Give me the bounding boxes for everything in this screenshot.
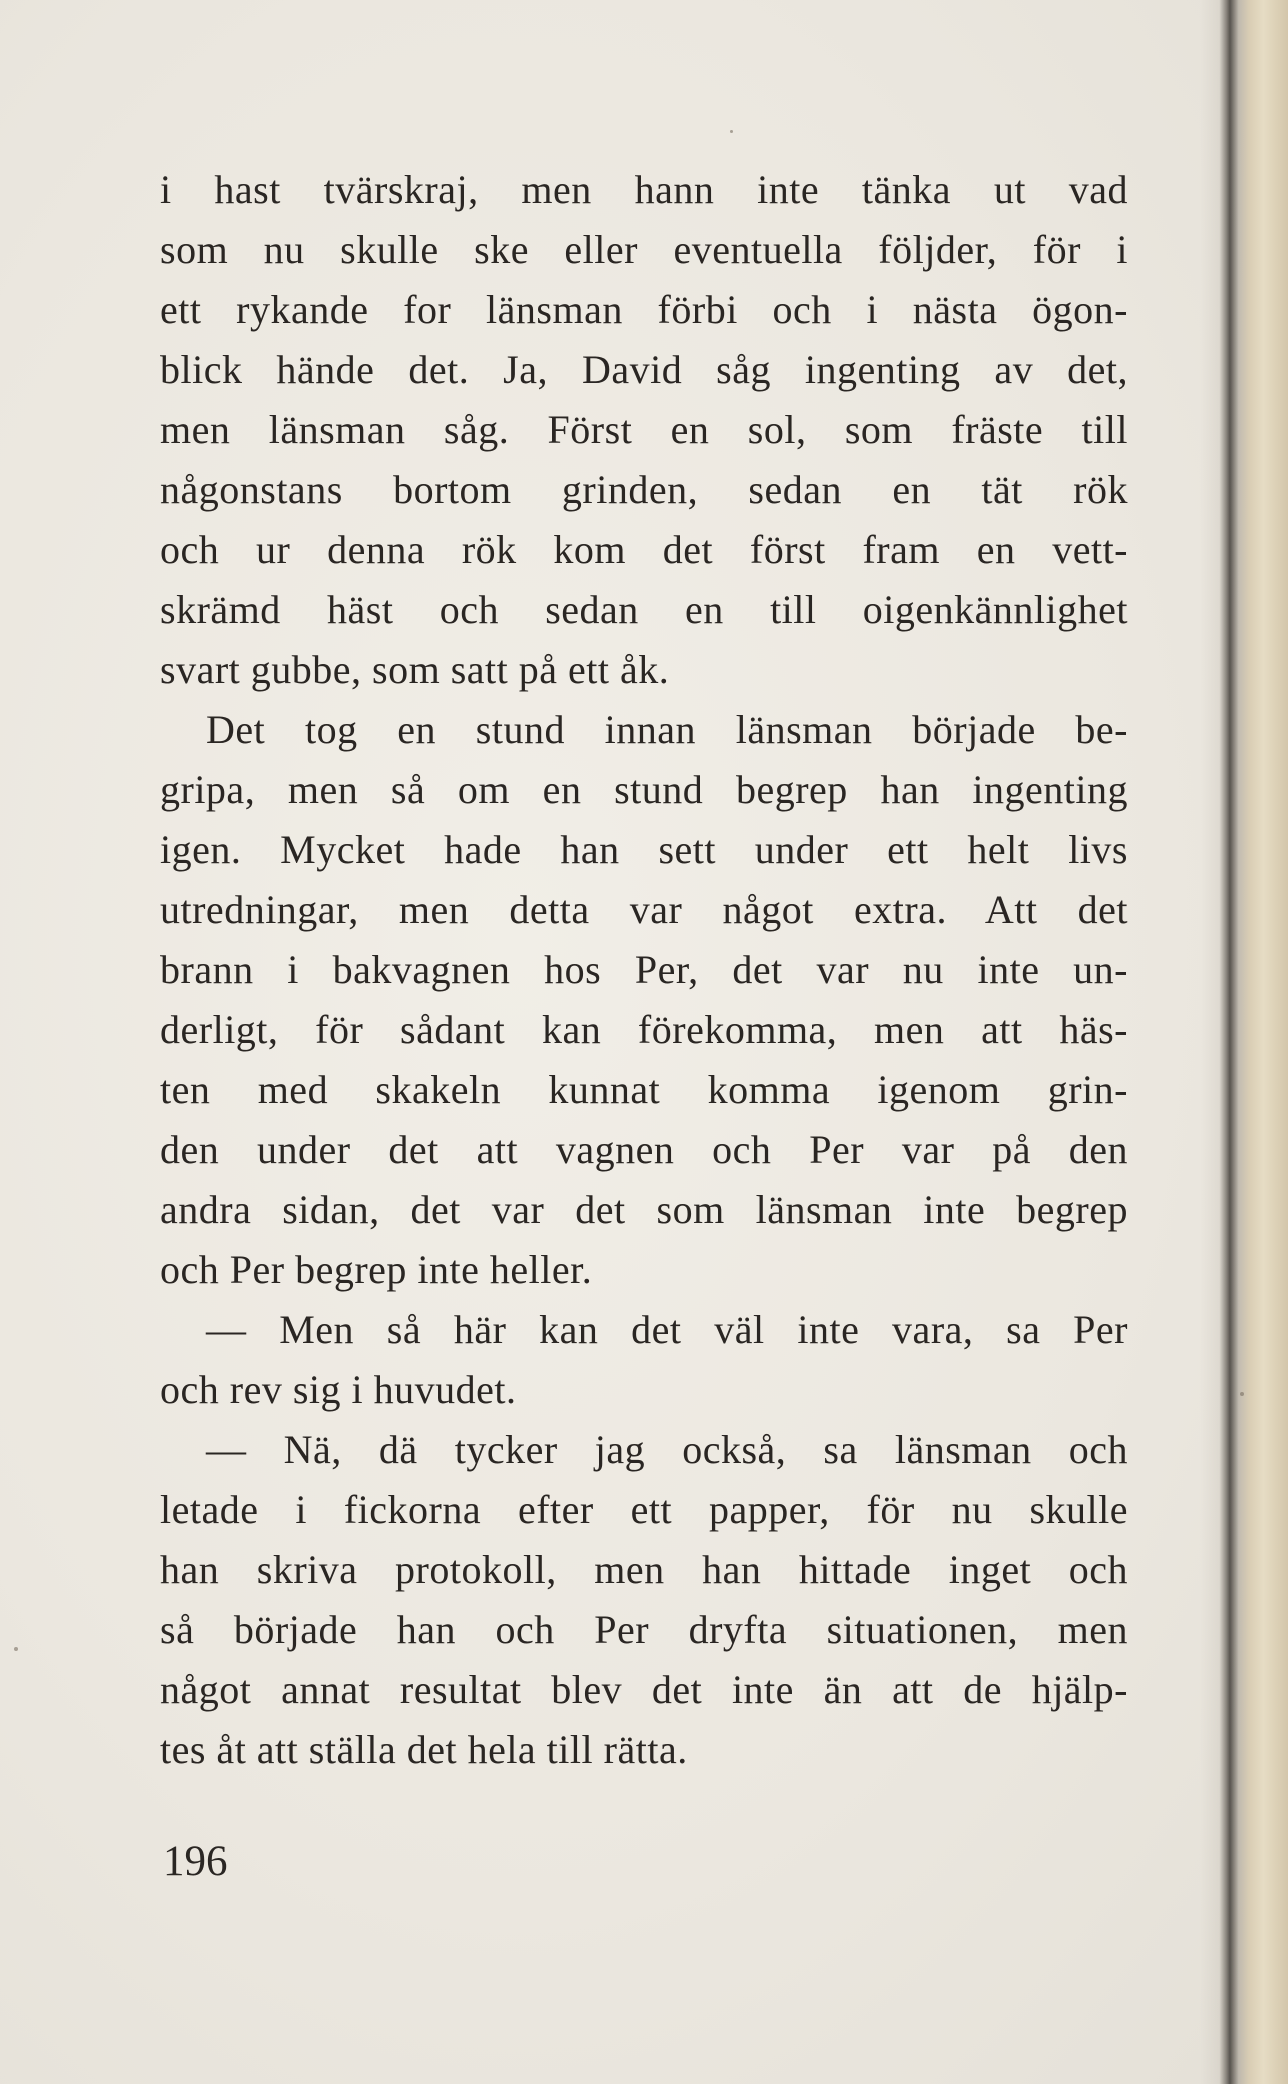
text-line: i hast tvärskraj, men hann inte tänka ut vad (160, 167, 1128, 212)
text-line: gripa, men så om en stund begrep han ingenting (160, 767, 1128, 812)
text-line: — Nä, dä tycker jag också, sa länsman och (206, 1427, 1128, 1472)
text-line: svart gubbe, som satt på ett åk. (160, 647, 670, 692)
paper-speck (14, 1647, 18, 1651)
text-line: Det tog en stund innan länsman började be- (206, 707, 1128, 752)
text-line: ett rykande for länsman förbi och i nästa ögon- (160, 287, 1128, 332)
text-line: — Men så här kan det väl inte vara, sa Per (206, 1307, 1128, 1352)
text-line: och Per begrep inte heller. (160, 1247, 593, 1292)
text-line: någonstans bortom grinden, sedan en tät rök (160, 467, 1128, 512)
paper-speck (730, 130, 733, 133)
text-line: han skriva protokoll, men han hittade inget och (160, 1547, 1128, 1592)
text-line: men länsman såg. Först en sol, som fräste till (160, 407, 1128, 452)
binding-gutter (1200, 0, 1288, 2084)
text-line: tes åt att ställa det hela till rätta. (160, 1727, 688, 1772)
text-line: letade i fickorna efter ett papper, för nu skulle (160, 1487, 1128, 1532)
page-number: 196 (163, 1838, 228, 1885)
paragraph-3 (160, 1300, 1128, 1420)
text-line: skrämd häst och sedan en till oigenkännlighet (160, 587, 1128, 632)
text-line: igen. Mycket hade han sett under ett helt livs (160, 827, 1128, 872)
paragraph-1 (160, 160, 1128, 700)
paper-speck (1240, 1392, 1244, 1396)
text-line: blick hände det. Ja, David såg ingenting av det, (160, 347, 1128, 392)
text-line: och ur denna rök kom det först fram en vett- (160, 527, 1128, 572)
text-line: utredningar, men detta var något extra. Att det (160, 887, 1128, 932)
text-line: andra sidan, det var det som länsman inte begrep (160, 1187, 1128, 1232)
body-text (160, 160, 1128, 1780)
text-line: brann i bakvagnen hos Per, det var nu inte un- (160, 947, 1128, 992)
text-line: så började han och Per dryfta situationen, men (160, 1607, 1128, 1652)
text-line: derligt, för sådant kan förekomma, men att häs- (160, 1007, 1128, 1052)
paragraph-2 (160, 700, 1128, 1300)
text-line: den under det att vagnen och Per var på den (160, 1127, 1128, 1172)
text-line: ten med skakeln kunnat komma igenom grin- (160, 1067, 1128, 1112)
paragraph-4 (160, 1420, 1128, 1780)
text-line: något annat resultat blev det inte än att de hjälp- (160, 1667, 1128, 1712)
text-line: och rev sig i huvudet. (160, 1367, 517, 1412)
text-line: som nu skulle ske eller eventuella följder, för i (160, 227, 1128, 272)
